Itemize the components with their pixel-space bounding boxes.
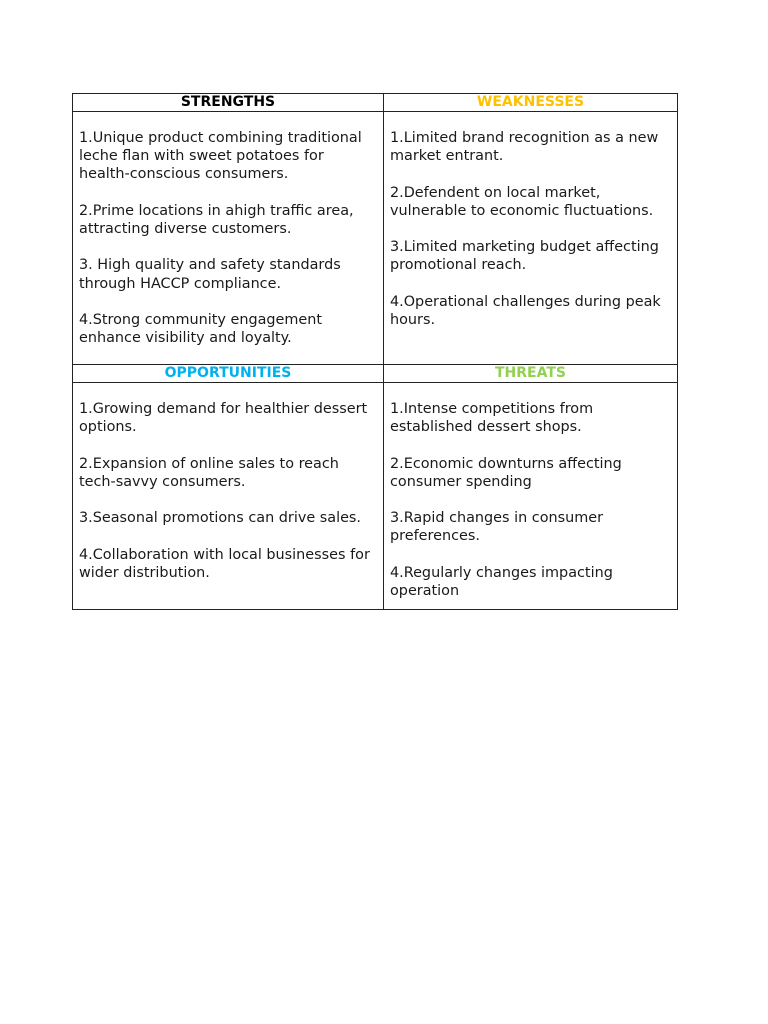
strengths-title: STRENGTHS (180, 94, 276, 110)
opportunities-item: 3.Seasonal promotions can drive sales. (79, 510, 362, 527)
threats-item: 1.Intense competitions from established dessert shops. (390, 401, 594, 436)
opportunities-list (73, 383, 383, 609)
strengths-item: 2.Prime locations in ahigh traffic area, attracting diverse customers. (79, 202, 354, 237)
threats-title: THREATS (495, 365, 566, 381)
opportunities-cell (73, 383, 384, 610)
weaknesses-item: 4.Operational challenges during peak hours. (390, 293, 661, 328)
strengths-list (73, 112, 383, 364)
threats-item: 3.Rapid changes in consumer preferences. (390, 510, 604, 545)
threats-cell (384, 383, 678, 610)
weaknesses-cell (384, 112, 678, 365)
threats-list (384, 383, 677, 609)
header-row-top (73, 94, 678, 112)
threats-item: 4.Regularly changes impacting operation (390, 564, 613, 599)
swot-table (72, 93, 678, 610)
content-row-top (73, 112, 678, 365)
content-row-bottom (73, 383, 678, 610)
weaknesses-item: 2.Defendent on local market, vulnerable to economic fluctuations. (390, 184, 654, 219)
threats-item: 2.Economic downturns affecting consumer spending (390, 455, 622, 490)
weaknesses-item: 1.Limited brand recognition as a new market entrant. (390, 130, 659, 165)
opportunities-item: 1.Growing demand for healthier dessert options. (79, 401, 368, 436)
strengths-item: 4.Strong community engagement enhance visibility and loyalty. (79, 311, 323, 347)
weaknesses-list (384, 112, 677, 364)
weaknesses-header-cell (384, 94, 678, 112)
strengths-item: 3. High quality and safety standards through HACCP compliance. (79, 257, 341, 292)
opportunities-title: OPPORTUNITIES (164, 365, 292, 381)
header-row-bottom (73, 365, 678, 383)
weaknesses-title: WEAKNESSES (476, 94, 585, 110)
strengths-header-cell (73, 94, 384, 112)
weaknesses-item: 3.Limited marketing budget affecting promotional reach. (390, 239, 659, 274)
strengths-cell (73, 112, 384, 365)
opportunities-item: 2.Expansion of online sales to reach tech-savvy consumers. (79, 455, 339, 490)
opportunities-header-cell (73, 365, 384, 383)
threats-header-cell (384, 365, 678, 383)
opportunities-item: 4.Collaboration with local businesses for wider distribution. (79, 546, 370, 581)
strengths-item: 1.Unique product combining traditional leche flan with sweet potatoes for health-conscious consumers. (79, 130, 362, 183)
